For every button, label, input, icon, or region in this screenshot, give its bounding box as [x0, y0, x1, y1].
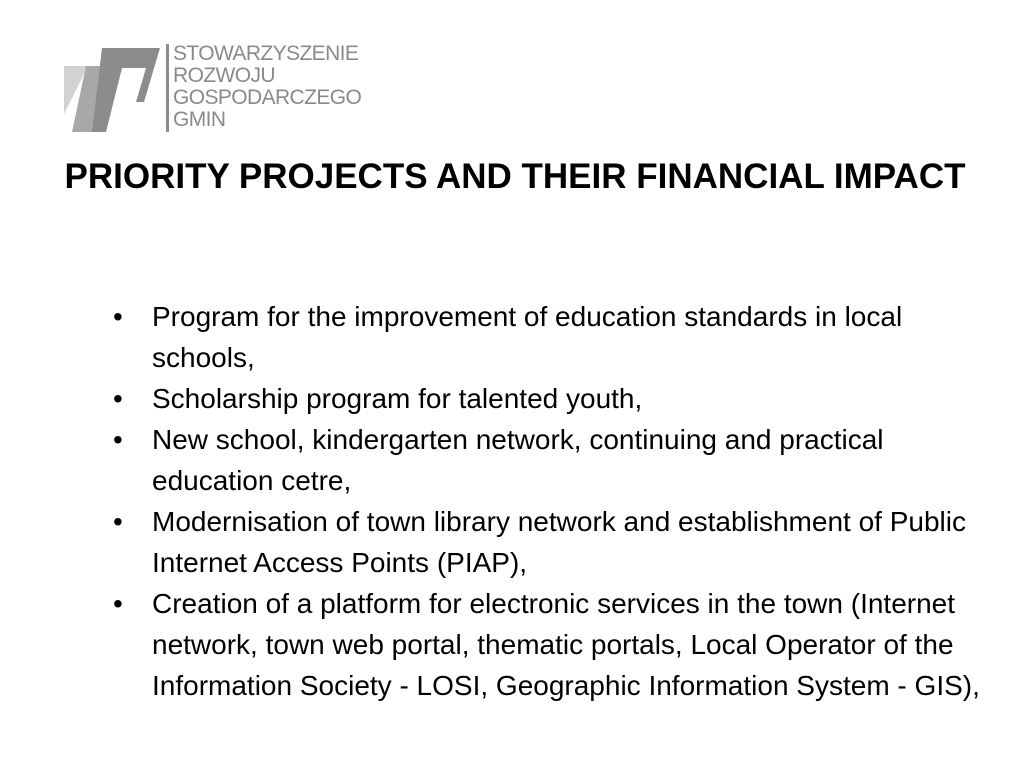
logo-line-2: ROZWOJU	[173, 64, 275, 87]
bullet-marker: •	[113, 424, 123, 455]
bullet-list	[113, 296, 983, 706]
logo-line-3: GOSPODARCZEGO	[173, 86, 362, 109]
logo-mark-icon	[62, 42, 172, 134]
slide-title: PRIORITY PROJECTS AND THEIR FINANCIAL IMPACT	[64, 157, 966, 196]
logo-line-4: GMIN	[173, 108, 226, 131]
bullet-text: New school, kindergarten network, continuing and practical education cetre,	[152, 424, 884, 496]
bullet-item	[113, 583, 983, 706]
bullet-marker: •	[113, 506, 123, 537]
organization-logo	[62, 42, 402, 134]
logo-line-1: STOWARZYSZENIE	[173, 42, 359, 65]
logo-divider	[166, 44, 169, 132]
logo-shape-dark	[92, 48, 160, 132]
bullet-item	[113, 501, 983, 583]
bullet-item	[113, 419, 983, 501]
logo-text	[173, 43, 361, 131]
bullet-marker: •	[113, 383, 123, 414]
bullet-item	[113, 296, 983, 378]
bullet-item	[113, 378, 983, 419]
bullet-text: Creation of a platform for electronic services in the town (Internet network, town web portal, thematic portals, Local Operator of the Information Society - LOSI, Geographic Information System - GIS),	[152, 588, 980, 701]
bullet-marker: •	[113, 301, 123, 332]
bullet-text: Scholarship program for talented youth,	[152, 383, 643, 414]
bullet-text: Modernisation of town library network and establishment of Public Internet Access Points (PIAP),	[152, 506, 966, 578]
bullet-marker: •	[113, 588, 123, 619]
bullet-text: Program for the improvement of education standards in local schools,	[152, 301, 903, 373]
